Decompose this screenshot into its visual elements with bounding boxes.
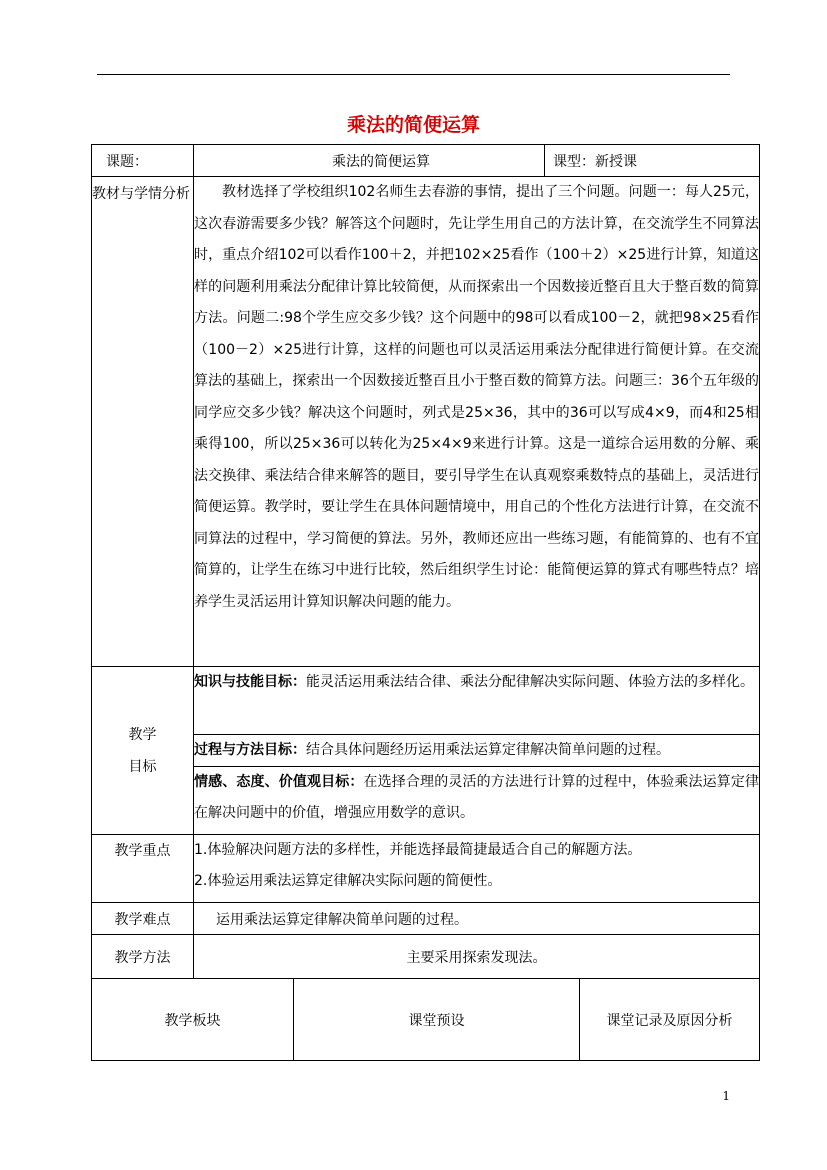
document-title: 乘法的简便运算 [346, 114, 480, 136]
topic-value: 乘法的简便运算 [194, 145, 545, 177]
lesson-plan-table [91, 144, 760, 1061]
difficulty-label: 教学难点 [92, 903, 194, 935]
goal-knowledge [194, 667, 760, 735]
topic-row [92, 145, 760, 177]
key-point-1: 1.体验解决问题方法的多样性，并能选择最简捷最适合自己的解题方法。 [194, 842, 642, 858]
goals-label-line2: 目标 [128, 758, 157, 775]
goals-label [92, 667, 194, 835]
analysis-row [92, 177, 760, 667]
header-rule [97, 74, 730, 75]
method-label: 教学方法 [92, 935, 194, 979]
sections-col-blocks: 教学板块 [92, 979, 294, 1061]
type-label: 课型： [553, 153, 595, 170]
emotion-goal-text: 在选择合理的灵活的方法进行计算的过程中，体验乘法运算定律在解决问题中的价值，增强应用数学的意识。 [194, 774, 760, 821]
analysis-label: 教材与学情分析 [92, 177, 194, 667]
knowledge-goal-label: 知识与技能目标： [194, 674, 306, 690]
method-row [92, 935, 760, 979]
key-points-label: 教学重点 [92, 835, 194, 903]
method-text: 主要采用探索发现法。 [194, 935, 760, 979]
process-goal-label: 过程与方法目标： [194, 742, 306, 758]
knowledge-goal-text: 能灵活运用乘法结合律、乘法分配律解决实际问题、体验方法的多样化。 [306, 674, 754, 690]
difficulty-text: 运用乘法运算定律解决简单问题的过程。 [194, 903, 760, 935]
lesson-type [545, 145, 760, 177]
sections-col-preset: 课堂预设 [294, 979, 580, 1061]
goal-process [194, 735, 760, 767]
page-number: 1 [722, 1089, 730, 1103]
topic-label: 课题： [92, 145, 194, 177]
key-point-2: 2.体验运用乘法运算定律解决实际问题的简便性。 [194, 873, 502, 889]
process-goal-text: 结合具体问题经历运用乘法运算定律解决简单问题的过程。 [306, 742, 670, 758]
goal-knowledge-row [92, 667, 760, 735]
key-points-row [92, 835, 760, 903]
goals-label-line1: 教学 [128, 726, 157, 743]
difficulty-row [92, 903, 760, 935]
sections-col-record: 课堂记录及原因分析 [580, 979, 760, 1061]
goal-emotion [194, 767, 760, 835]
key-points-content [194, 835, 760, 903]
sections-header-row [92, 979, 760, 1061]
emotion-goal-label: 情感、态度、价值观目标： [194, 774, 364, 790]
analysis-text: 教材选择了学校组织102名师生去春游的事情，提出了三个问题。问题一：每人25元，这次春游需要多少钱？解答这个问题时，先让学生用自己的方法计算，在交流学生不同算法时，重点介绍102可以看作100＋2，并把102×25看作（100＋2）×25进行计算，知道这样的问题利用乘法分配律计算比较简便，从而探索出一个因数接近整百且大于整百数的简算方法。问题二:98个学生应交多少钱？这个问题中的98可以看成100－2，就把98×25看作（100－2）×25进行计算，这样的问题也可以灵活运用乘法分配律进行简便计算。在交流算法的基础上，探索出一个因数接近整百且小于整百数的简算方法。问题三：36个五年级的同学应交多少钱？解决这个问题时，列式是25×36，其中的36可以写成4×9，而4和25相乘得100，所以25×36可以转化为25×4×9来进行计算。这是一道综合运用数的分解、乘法交换律、乘法结合律来解答的题目，要引导学生在认真观察乘数特点的基础上，灵活进行简便运算。教学时，要让学生在具体问题情境中，用自己的个性化方法进行计算，在交流不同算法的过程中，学习简便的算法。另外，教师还应出一些练习题，有能简算的、也有不宜简算的，让学生在练习中进行比较，然后组织学生讨论：能简便运算的算式有哪些特点？培养学生灵活运用计算知识解决问题的能力。 [194, 177, 760, 667]
type-value: 新授课 [595, 153, 637, 170]
